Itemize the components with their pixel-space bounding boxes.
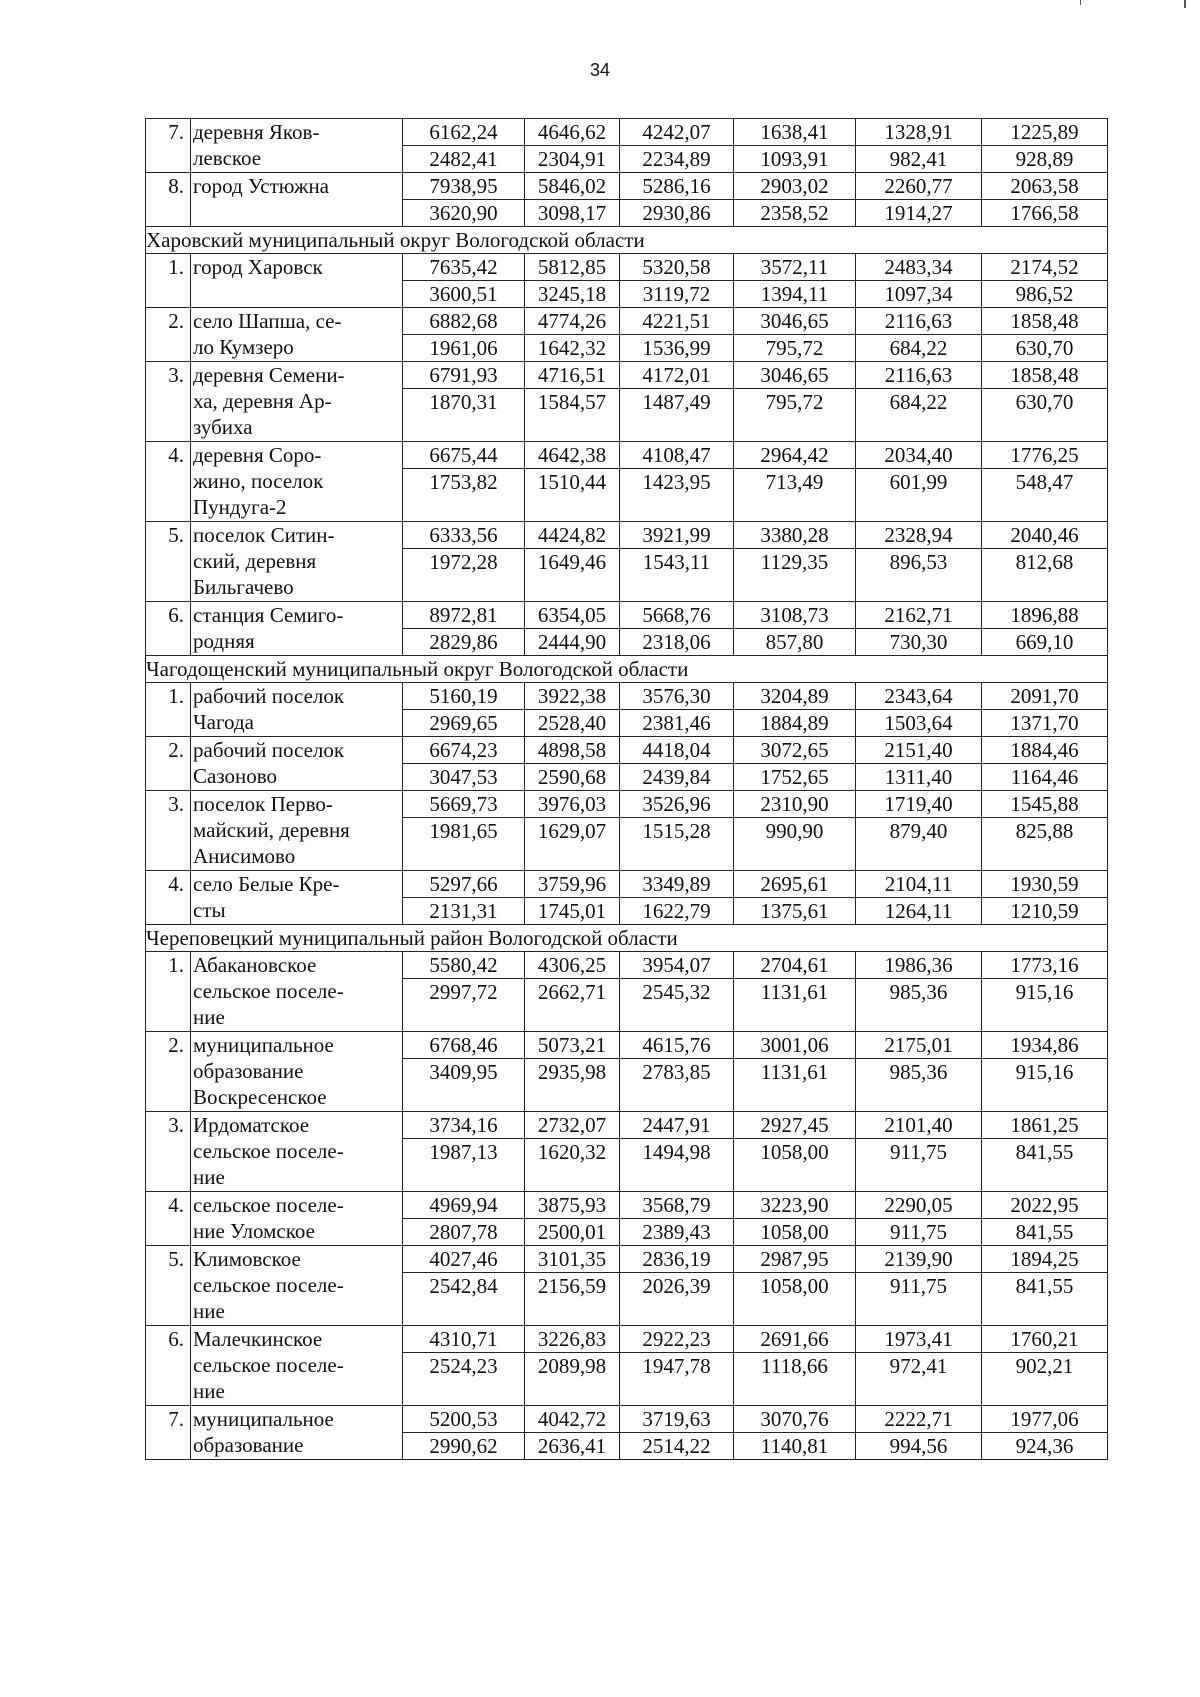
row-number: 1.: [146, 952, 191, 1032]
table-row: [146, 173, 1108, 200]
settlement-name: село Шапша, се- ло Кумзеро: [191, 308, 403, 362]
value-cell: 2104,11: [856, 871, 982, 898]
settlement-name: станция Семиго- родняя: [191, 602, 403, 656]
value-cell: 2101,40: [856, 1112, 982, 1139]
value-cell: 2704,61: [734, 952, 856, 979]
value-cell: 5160,19: [403, 683, 525, 710]
row-number: 7.: [146, 119, 191, 173]
table-row: [146, 254, 1108, 281]
value-cell: 2304,91: [525, 146, 620, 173]
row-number: 2.: [146, 1032, 191, 1112]
settlement-name: город Харовск: [191, 254, 403, 308]
value-cell: 2935,98: [525, 1059, 620, 1112]
value-cell: 6333,56: [403, 522, 525, 549]
settlement-name: Малечкинское сельское поселе- ние: [191, 1326, 403, 1406]
value-cell: 2116,63: [856, 308, 982, 335]
value-cell: 4221,51: [620, 308, 734, 335]
value-cell: 2636,41: [525, 1433, 620, 1460]
section-row: [146, 227, 1108, 254]
value-cell: 2783,85: [620, 1059, 734, 1112]
value-cell: 1131,61: [734, 979, 856, 1032]
value-cell: 879,40: [856, 818, 982, 871]
value-cell: 2040,46: [982, 522, 1108, 549]
value-cell: 2116,63: [856, 362, 982, 389]
value-cell: 1058,00: [734, 1139, 856, 1192]
table-row: [146, 871, 1108, 898]
value-cell: 1584,57: [525, 389, 620, 442]
value-cell: 2903,02: [734, 173, 856, 200]
value-cell: 4310,71: [403, 1326, 525, 1353]
value-cell: 3954,07: [620, 952, 734, 979]
value-cell: 1620,32: [525, 1139, 620, 1192]
value-cell: 2990,62: [403, 1433, 525, 1460]
value-cell: 2234,89: [620, 146, 734, 173]
value-cell: 3620,90: [403, 200, 525, 227]
value-cell: 1961,06: [403, 335, 525, 362]
value-cell: 915,16: [982, 1059, 1108, 1112]
value-cell: 1972,28: [403, 549, 525, 602]
value-cell: 825,88: [982, 818, 1108, 871]
table-row: [146, 683, 1108, 710]
value-cell: 2328,94: [856, 522, 982, 549]
value-cell: 2156,59: [525, 1273, 620, 1326]
settlement-name: муниципальное образование Воскресенское: [191, 1032, 403, 1112]
value-cell: 1947,78: [620, 1353, 734, 1406]
value-cell: 1097,34: [856, 281, 982, 308]
value-cell: 5320,58: [620, 254, 734, 281]
value-cell: 1311,40: [856, 764, 982, 791]
settlement-name: деревня Яков- левское: [191, 119, 403, 173]
value-cell: 3204,89: [734, 683, 856, 710]
table-row: [146, 442, 1108, 469]
value-cell: 841,55: [982, 1273, 1108, 1326]
value-cell: 2175,01: [856, 1032, 982, 1059]
settlement-name: поселок Ситин- ский, деревня Бильгачево: [191, 522, 403, 602]
value-cell: 1536,99: [620, 335, 734, 362]
settlement-name: город Устюжна: [191, 173, 403, 227]
value-cell: 3875,93: [525, 1192, 620, 1219]
value-cell: 1858,48: [982, 362, 1108, 389]
value-cell: 1934,86: [982, 1032, 1108, 1059]
row-number: 4.: [146, 871, 191, 925]
value-cell: 2174,52: [982, 254, 1108, 281]
value-cell: 1861,25: [982, 1112, 1108, 1139]
section-row: [146, 656, 1108, 683]
settlement-name: рабочий поселок Сазоново: [191, 737, 403, 791]
settlement-name: деревня Семени- ха, деревня Ар- зубиха: [191, 362, 403, 442]
value-cell: 1503,64: [856, 710, 982, 737]
value-cell: 1638,41: [734, 119, 856, 146]
table-row: [146, 1112, 1108, 1139]
value-cell: 911,75: [856, 1273, 982, 1326]
value-cell: 3921,99: [620, 522, 734, 549]
value-cell: 2836,19: [620, 1246, 734, 1273]
value-cell: 1930,59: [982, 871, 1108, 898]
value-cell: 2151,40: [856, 737, 982, 764]
value-cell: 2222,71: [856, 1406, 982, 1433]
settlement-name: Климовское сельское поселе- ние: [191, 1246, 403, 1326]
value-cell: 5846,02: [525, 173, 620, 200]
settlement-name: Абакановское сельское поселе- ние: [191, 952, 403, 1032]
row-number: 2.: [146, 308, 191, 362]
value-cell: 3070,76: [734, 1406, 856, 1433]
value-cell: 4027,46: [403, 1246, 525, 1273]
value-cell: 1752,65: [734, 764, 856, 791]
value-cell: 2500,01: [525, 1219, 620, 1246]
value-cell: 3223,90: [734, 1192, 856, 1219]
value-cell: 2930,86: [620, 200, 734, 227]
value-cell: 3576,30: [620, 683, 734, 710]
value-cell: 2969,65: [403, 710, 525, 737]
value-cell: 6791,93: [403, 362, 525, 389]
value-cell: 5812,85: [525, 254, 620, 281]
value-cell: 5580,42: [403, 952, 525, 979]
value-cell: 1973,41: [856, 1326, 982, 1353]
value-cell: 2091,70: [982, 683, 1108, 710]
value-cell: 1545,88: [982, 791, 1108, 818]
value-cell: 3046,65: [734, 308, 856, 335]
value-cell: 4306,25: [525, 952, 620, 979]
value-cell: 1328,91: [856, 119, 982, 146]
value-cell: 2691,66: [734, 1326, 856, 1353]
value-cell: 630,70: [982, 389, 1108, 442]
value-cell: 2310,90: [734, 791, 856, 818]
value-cell: 3568,79: [620, 1192, 734, 1219]
value-cell: 2482,41: [403, 146, 525, 173]
table-row: [146, 522, 1108, 549]
value-cell: 915,16: [982, 979, 1108, 1032]
value-cell: 6354,05: [525, 602, 620, 629]
row-number: 4.: [146, 1192, 191, 1246]
value-cell: 684,22: [856, 389, 982, 442]
value-cell: 2139,90: [856, 1246, 982, 1273]
value-cell: 2542,84: [403, 1273, 525, 1326]
value-cell: 5297,66: [403, 871, 525, 898]
value-cell: 4418,04: [620, 737, 734, 764]
value-cell: 5669,73: [403, 791, 525, 818]
value-cell: 630,70: [982, 335, 1108, 362]
value-cell: 2063,58: [982, 173, 1108, 200]
value-cell: 1986,36: [856, 952, 982, 979]
value-cell: 1753,82: [403, 469, 525, 522]
value-cell: 1515,28: [620, 818, 734, 871]
section-title: Чагодощенский муниципальный округ Вологодской области: [146, 656, 1108, 683]
value-cell: 3759,96: [525, 871, 620, 898]
value-cell: 713,49: [734, 469, 856, 522]
section-title: Череповецкий муниципальный район Вологодской области: [146, 925, 1108, 952]
table-row: [146, 1406, 1108, 1433]
value-cell: 6768,46: [403, 1032, 525, 1059]
value-cell: 2022,95: [982, 1192, 1108, 1219]
value-cell: 1164,46: [982, 764, 1108, 791]
value-cell: 1884,89: [734, 710, 856, 737]
row-number: 5.: [146, 522, 191, 602]
row-number: 3.: [146, 1112, 191, 1192]
value-cell: 1375,61: [734, 898, 856, 925]
value-cell: 2343,64: [856, 683, 982, 710]
value-cell: 2807,78: [403, 1219, 525, 1246]
value-cell: 1487,49: [620, 389, 734, 442]
value-cell: 3119,72: [620, 281, 734, 308]
value-cell: 1977,06: [982, 1406, 1108, 1433]
settlement-name: село Белые Кре- сты: [191, 871, 403, 925]
value-cell: 3349,89: [620, 871, 734, 898]
scan-mark: [1080, 0, 1081, 5]
row-number: 7.: [146, 1406, 191, 1460]
value-cell: 1225,89: [982, 119, 1108, 146]
value-cell: 795,72: [734, 389, 856, 442]
value-cell: 2695,61: [734, 871, 856, 898]
value-cell: 2389,43: [620, 1219, 734, 1246]
value-cell: 986,52: [982, 281, 1108, 308]
table-row: [146, 362, 1108, 389]
value-cell: 2829,86: [403, 629, 525, 656]
value-cell: 5073,21: [525, 1032, 620, 1059]
value-cell: 2483,34: [856, 254, 982, 281]
value-cell: 1264,11: [856, 898, 982, 925]
table-row: [146, 119, 1108, 146]
value-cell: 3380,28: [734, 522, 856, 549]
value-cell: 3226,83: [525, 1326, 620, 1353]
value-cell: 4716,51: [525, 362, 620, 389]
value-cell: 1642,32: [525, 335, 620, 362]
value-cell: 896,53: [856, 549, 982, 602]
value-cell: 4424,82: [525, 522, 620, 549]
value-cell: 1371,70: [982, 710, 1108, 737]
value-cell: 982,41: [856, 146, 982, 173]
value-cell: 3734,16: [403, 1112, 525, 1139]
row-number: 5.: [146, 1246, 191, 1326]
value-cell: 841,55: [982, 1219, 1108, 1246]
value-cell: 4108,47: [620, 442, 734, 469]
value-cell: 2590,68: [525, 764, 620, 791]
value-cell: 730,30: [856, 629, 982, 656]
value-cell: 5668,76: [620, 602, 734, 629]
value-cell: 1140,81: [734, 1433, 856, 1460]
value-cell: 2987,95: [734, 1246, 856, 1273]
settlement-name: поселок Перво- майский, деревня Анисимово: [191, 791, 403, 871]
value-cell: 1773,16: [982, 952, 1108, 979]
value-cell: 2089,98: [525, 1353, 620, 1406]
value-cell: 5286,16: [620, 173, 734, 200]
value-cell: 1093,91: [734, 146, 856, 173]
value-cell: 2290,05: [856, 1192, 982, 1219]
value-cell: 812,68: [982, 549, 1108, 602]
value-cell: 2260,77: [856, 173, 982, 200]
value-cell: 924,36: [982, 1433, 1108, 1460]
value-cell: 1719,40: [856, 791, 982, 818]
value-cell: 2447,91: [620, 1112, 734, 1139]
value-cell: 1776,25: [982, 442, 1108, 469]
table-row: [146, 1032, 1108, 1059]
value-cell: 1058,00: [734, 1273, 856, 1326]
settlement-name: Ирдоматское сельское поселе- ние: [191, 1112, 403, 1192]
value-cell: 3526,96: [620, 791, 734, 818]
value-cell: 3600,51: [403, 281, 525, 308]
value-cell: 2964,42: [734, 442, 856, 469]
value-cell: 6882,68: [403, 308, 525, 335]
value-cell: 3047,53: [403, 764, 525, 791]
value-cell: 3046,65: [734, 362, 856, 389]
row-number: 3.: [146, 791, 191, 871]
value-cell: 1858,48: [982, 308, 1108, 335]
value-cell: 1766,58: [982, 200, 1108, 227]
value-cell: 2381,46: [620, 710, 734, 737]
value-cell: 2318,06: [620, 629, 734, 656]
value-cell: 3001,06: [734, 1032, 856, 1059]
value-cell: 548,47: [982, 469, 1108, 522]
value-cell: 2662,71: [525, 979, 620, 1032]
value-cell: 2131,31: [403, 898, 525, 925]
value-cell: 4615,76: [620, 1032, 734, 1059]
row-number: 1.: [146, 683, 191, 737]
value-cell: 2524,23: [403, 1353, 525, 1406]
value-cell: 3245,18: [525, 281, 620, 308]
value-cell: 1896,88: [982, 602, 1108, 629]
settlement-name: муниципальное образование: [191, 1406, 403, 1460]
value-cell: 3098,17: [525, 200, 620, 227]
value-cell: 1914,27: [856, 200, 982, 227]
settlement-name: деревня Соро- жино, поселок Пундуга-2: [191, 442, 403, 522]
value-cell: 1543,11: [620, 549, 734, 602]
value-cell: 2732,07: [525, 1112, 620, 1139]
table-row: [146, 1326, 1108, 1353]
table-row: [146, 1246, 1108, 1273]
value-cell: 4646,62: [525, 119, 620, 146]
row-number: 6.: [146, 1326, 191, 1406]
value-cell: 3922,38: [525, 683, 620, 710]
value-cell: 6675,44: [403, 442, 525, 469]
scan-mark: [1184, 0, 1186, 8]
value-cell: 4774,26: [525, 308, 620, 335]
value-cell: 4042,72: [525, 1406, 620, 1433]
value-cell: 2545,32: [620, 979, 734, 1032]
value-cell: 601,99: [856, 469, 982, 522]
settlement-name: рабочий поселок Чагода: [191, 683, 403, 737]
value-cell: 1210,59: [982, 898, 1108, 925]
value-cell: 1894,25: [982, 1246, 1108, 1273]
table-body: [146, 119, 1108, 1460]
value-cell: 6674,23: [403, 737, 525, 764]
value-cell: 2528,40: [525, 710, 620, 737]
value-cell: 7938,95: [403, 173, 525, 200]
value-cell: 4969,94: [403, 1192, 525, 1219]
value-cell: 990,90: [734, 818, 856, 871]
value-cell: 4642,38: [525, 442, 620, 469]
value-cell: 4172,01: [620, 362, 734, 389]
value-cell: 3101,35: [525, 1246, 620, 1273]
table-row: [146, 308, 1108, 335]
value-cell: 1760,21: [982, 1326, 1108, 1353]
value-cell: 5200,53: [403, 1406, 525, 1433]
value-cell: 1649,46: [525, 549, 620, 602]
value-cell: 2162,71: [856, 602, 982, 629]
value-cell: 1870,31: [403, 389, 525, 442]
value-cell: 911,75: [856, 1219, 982, 1246]
page-number: 34: [589, 60, 611, 80]
value-cell: 985,36: [856, 1059, 982, 1112]
value-cell: 3719,63: [620, 1406, 734, 1433]
value-cell: 857,80: [734, 629, 856, 656]
value-cell: 2997,72: [403, 979, 525, 1032]
row-number: 3.: [146, 362, 191, 442]
value-cell: 2927,45: [734, 1112, 856, 1139]
value-cell: 1884,46: [982, 737, 1108, 764]
settlement-name: сельское поселе- ние Уломское: [191, 1192, 403, 1246]
value-cell: 1981,65: [403, 818, 525, 871]
value-cell: 985,36: [856, 979, 982, 1032]
value-cell: 841,55: [982, 1139, 1108, 1192]
value-cell: 795,72: [734, 335, 856, 362]
value-cell: 7635,42: [403, 254, 525, 281]
value-cell: 2922,23: [620, 1326, 734, 1353]
value-cell: 972,41: [856, 1353, 982, 1406]
value-cell: 1058,00: [734, 1219, 856, 1246]
value-cell: 994,56: [856, 1433, 982, 1460]
value-cell: 4898,58: [525, 737, 620, 764]
value-cell: 684,22: [856, 335, 982, 362]
value-cell: 2358,52: [734, 200, 856, 227]
table-row: [146, 1192, 1108, 1219]
value-cell: 1510,44: [525, 469, 620, 522]
table-row: [146, 952, 1108, 979]
value-cell: 3572,11: [734, 254, 856, 281]
value-cell: 1622,79: [620, 898, 734, 925]
value-cell: 902,21: [982, 1353, 1108, 1406]
value-cell: 911,75: [856, 1139, 982, 1192]
value-cell: 2514,22: [620, 1433, 734, 1460]
tariff-table: [145, 118, 1108, 1460]
value-cell: 6162,24: [403, 119, 525, 146]
section-title: Харовский муниципальный округ Вологодской области: [146, 227, 1108, 254]
value-cell: 1129,35: [734, 549, 856, 602]
value-cell: 2026,39: [620, 1273, 734, 1326]
value-cell: 1118,66: [734, 1353, 856, 1406]
row-number: 8.: [146, 173, 191, 227]
value-cell: 1629,07: [525, 818, 620, 871]
value-cell: 1394,11: [734, 281, 856, 308]
table-row: [146, 791, 1108, 818]
value-cell: 3108,73: [734, 602, 856, 629]
value-cell: 1745,01: [525, 898, 620, 925]
value-cell: 3409,95: [403, 1059, 525, 1112]
table-row: [146, 737, 1108, 764]
row-number: 1.: [146, 254, 191, 308]
value-cell: 669,10: [982, 629, 1108, 656]
value-cell: 928,89: [982, 146, 1108, 173]
value-cell: 8972,81: [403, 602, 525, 629]
value-cell: 4242,07: [620, 119, 734, 146]
value-cell: 1131,61: [734, 1059, 856, 1112]
row-number: 2.: [146, 737, 191, 791]
value-cell: 2439,84: [620, 764, 734, 791]
value-cell: 1494,98: [620, 1139, 734, 1192]
value-cell: 2034,40: [856, 442, 982, 469]
value-cell: 2444,90: [525, 629, 620, 656]
section-row: [146, 925, 1108, 952]
value-cell: 3072,65: [734, 737, 856, 764]
table-row: [146, 602, 1108, 629]
row-number: 4.: [146, 442, 191, 522]
row-number: 6.: [146, 602, 191, 656]
value-cell: 1987,13: [403, 1139, 525, 1192]
value-cell: 1423,95: [620, 469, 734, 522]
value-cell: 3976,03: [525, 791, 620, 818]
